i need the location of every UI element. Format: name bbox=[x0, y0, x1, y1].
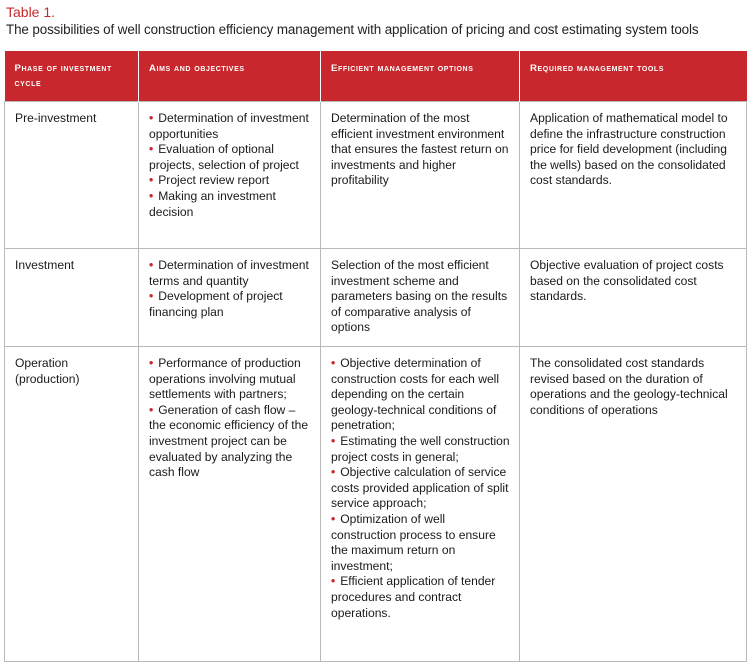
bullet-icon: • bbox=[149, 402, 154, 417]
list-item: • Objective determination of construction costs for each well depending on the certain geology-technical conditions of penetration; bbox=[331, 356, 500, 433]
list-item: • Estimating the well construction project costs in general; bbox=[331, 433, 510, 464]
header-options: Efficient management options bbox=[321, 51, 520, 102]
table-row bbox=[5, 249, 747, 347]
table-row bbox=[5, 347, 747, 662]
bullet-icon: • bbox=[149, 289, 154, 304]
cell-phase: Operation (production) bbox=[5, 347, 139, 662]
table-row bbox=[5, 102, 747, 249]
bullet-icon: • bbox=[149, 356, 154, 370]
cell-aims bbox=[139, 347, 321, 662]
list-item: • Performance of production operations involving mutual settlements with partners; bbox=[149, 356, 301, 402]
bullet-icon: • bbox=[331, 433, 336, 448]
table-caption: The possibilities of well construction efficiency management with application of pricing and cost estimating system tools bbox=[6, 22, 699, 37]
bullet-icon: • bbox=[149, 173, 154, 188]
list-item: • Generation of cash flow – the economic efficiency of the investment project can be evaluated by analyzing the cash flow bbox=[149, 402, 309, 480]
cell-tools: Application of mathematical model to define the infrastructure construction price for field development (including the wells) based on the consolidated cost standards. bbox=[520, 102, 747, 249]
efficiency-table bbox=[4, 51, 747, 662]
bullet-icon: • bbox=[149, 188, 154, 203]
bullet-icon: • bbox=[149, 142, 154, 157]
list-item: • Making an investment decision bbox=[149, 188, 276, 219]
header-aims: Aims and objectives bbox=[139, 51, 321, 102]
header-row bbox=[5, 51, 747, 102]
bullet-icon: • bbox=[331, 465, 336, 480]
list-item: • Optimization of well construction process to ensure the maximum return on investment; bbox=[331, 511, 496, 573]
list-item: • Development of project financing plan bbox=[149, 289, 283, 319]
cell-tools: Objective evaluation of project costs based on the consolidated cost standards. bbox=[520, 249, 747, 347]
list-item: • Determination of investment terms and quantity bbox=[149, 258, 309, 288]
cell-phase: Pre-investment bbox=[5, 102, 139, 249]
cell-aims bbox=[139, 249, 321, 347]
bullet-icon: • bbox=[331, 574, 336, 589]
list-item: • Objective calculation of service costs provided application of split service approach; bbox=[331, 465, 509, 511]
cell-phase: Investment bbox=[5, 249, 139, 347]
table-label: Table 1. bbox=[6, 4, 56, 20]
list-item: • Evaluation of optional projects, selection of project bbox=[149, 142, 299, 172]
cell-options: Selection of the most efficient investment scheme and parameters basing on the results of comparative analysis of options bbox=[321, 249, 520, 347]
bullet-icon: • bbox=[331, 511, 336, 526]
header-phase: Phase of investment cycle bbox=[5, 51, 139, 102]
header-tools: Required management tools bbox=[520, 51, 747, 102]
bullet-icon: • bbox=[149, 111, 154, 125]
cell-options bbox=[321, 347, 520, 662]
cell-aims bbox=[139, 102, 321, 249]
list-item: • Project review report bbox=[149, 173, 270, 188]
list-item: • Efficient application of tender procedures and contract operations. bbox=[331, 574, 496, 620]
bullet-icon: • bbox=[149, 258, 154, 272]
cell-tools: The consolidated cost standards revised based on the duration of operations and the geology-technical conditions of operations bbox=[520, 347, 747, 662]
list-item: • Determination of investment opportunities bbox=[149, 111, 309, 141]
bullet-icon: • bbox=[331, 356, 336, 370]
cell-options: Determination of the most efficient investment environment that ensures the fastest return on investments and higher profitability bbox=[321, 102, 520, 249]
